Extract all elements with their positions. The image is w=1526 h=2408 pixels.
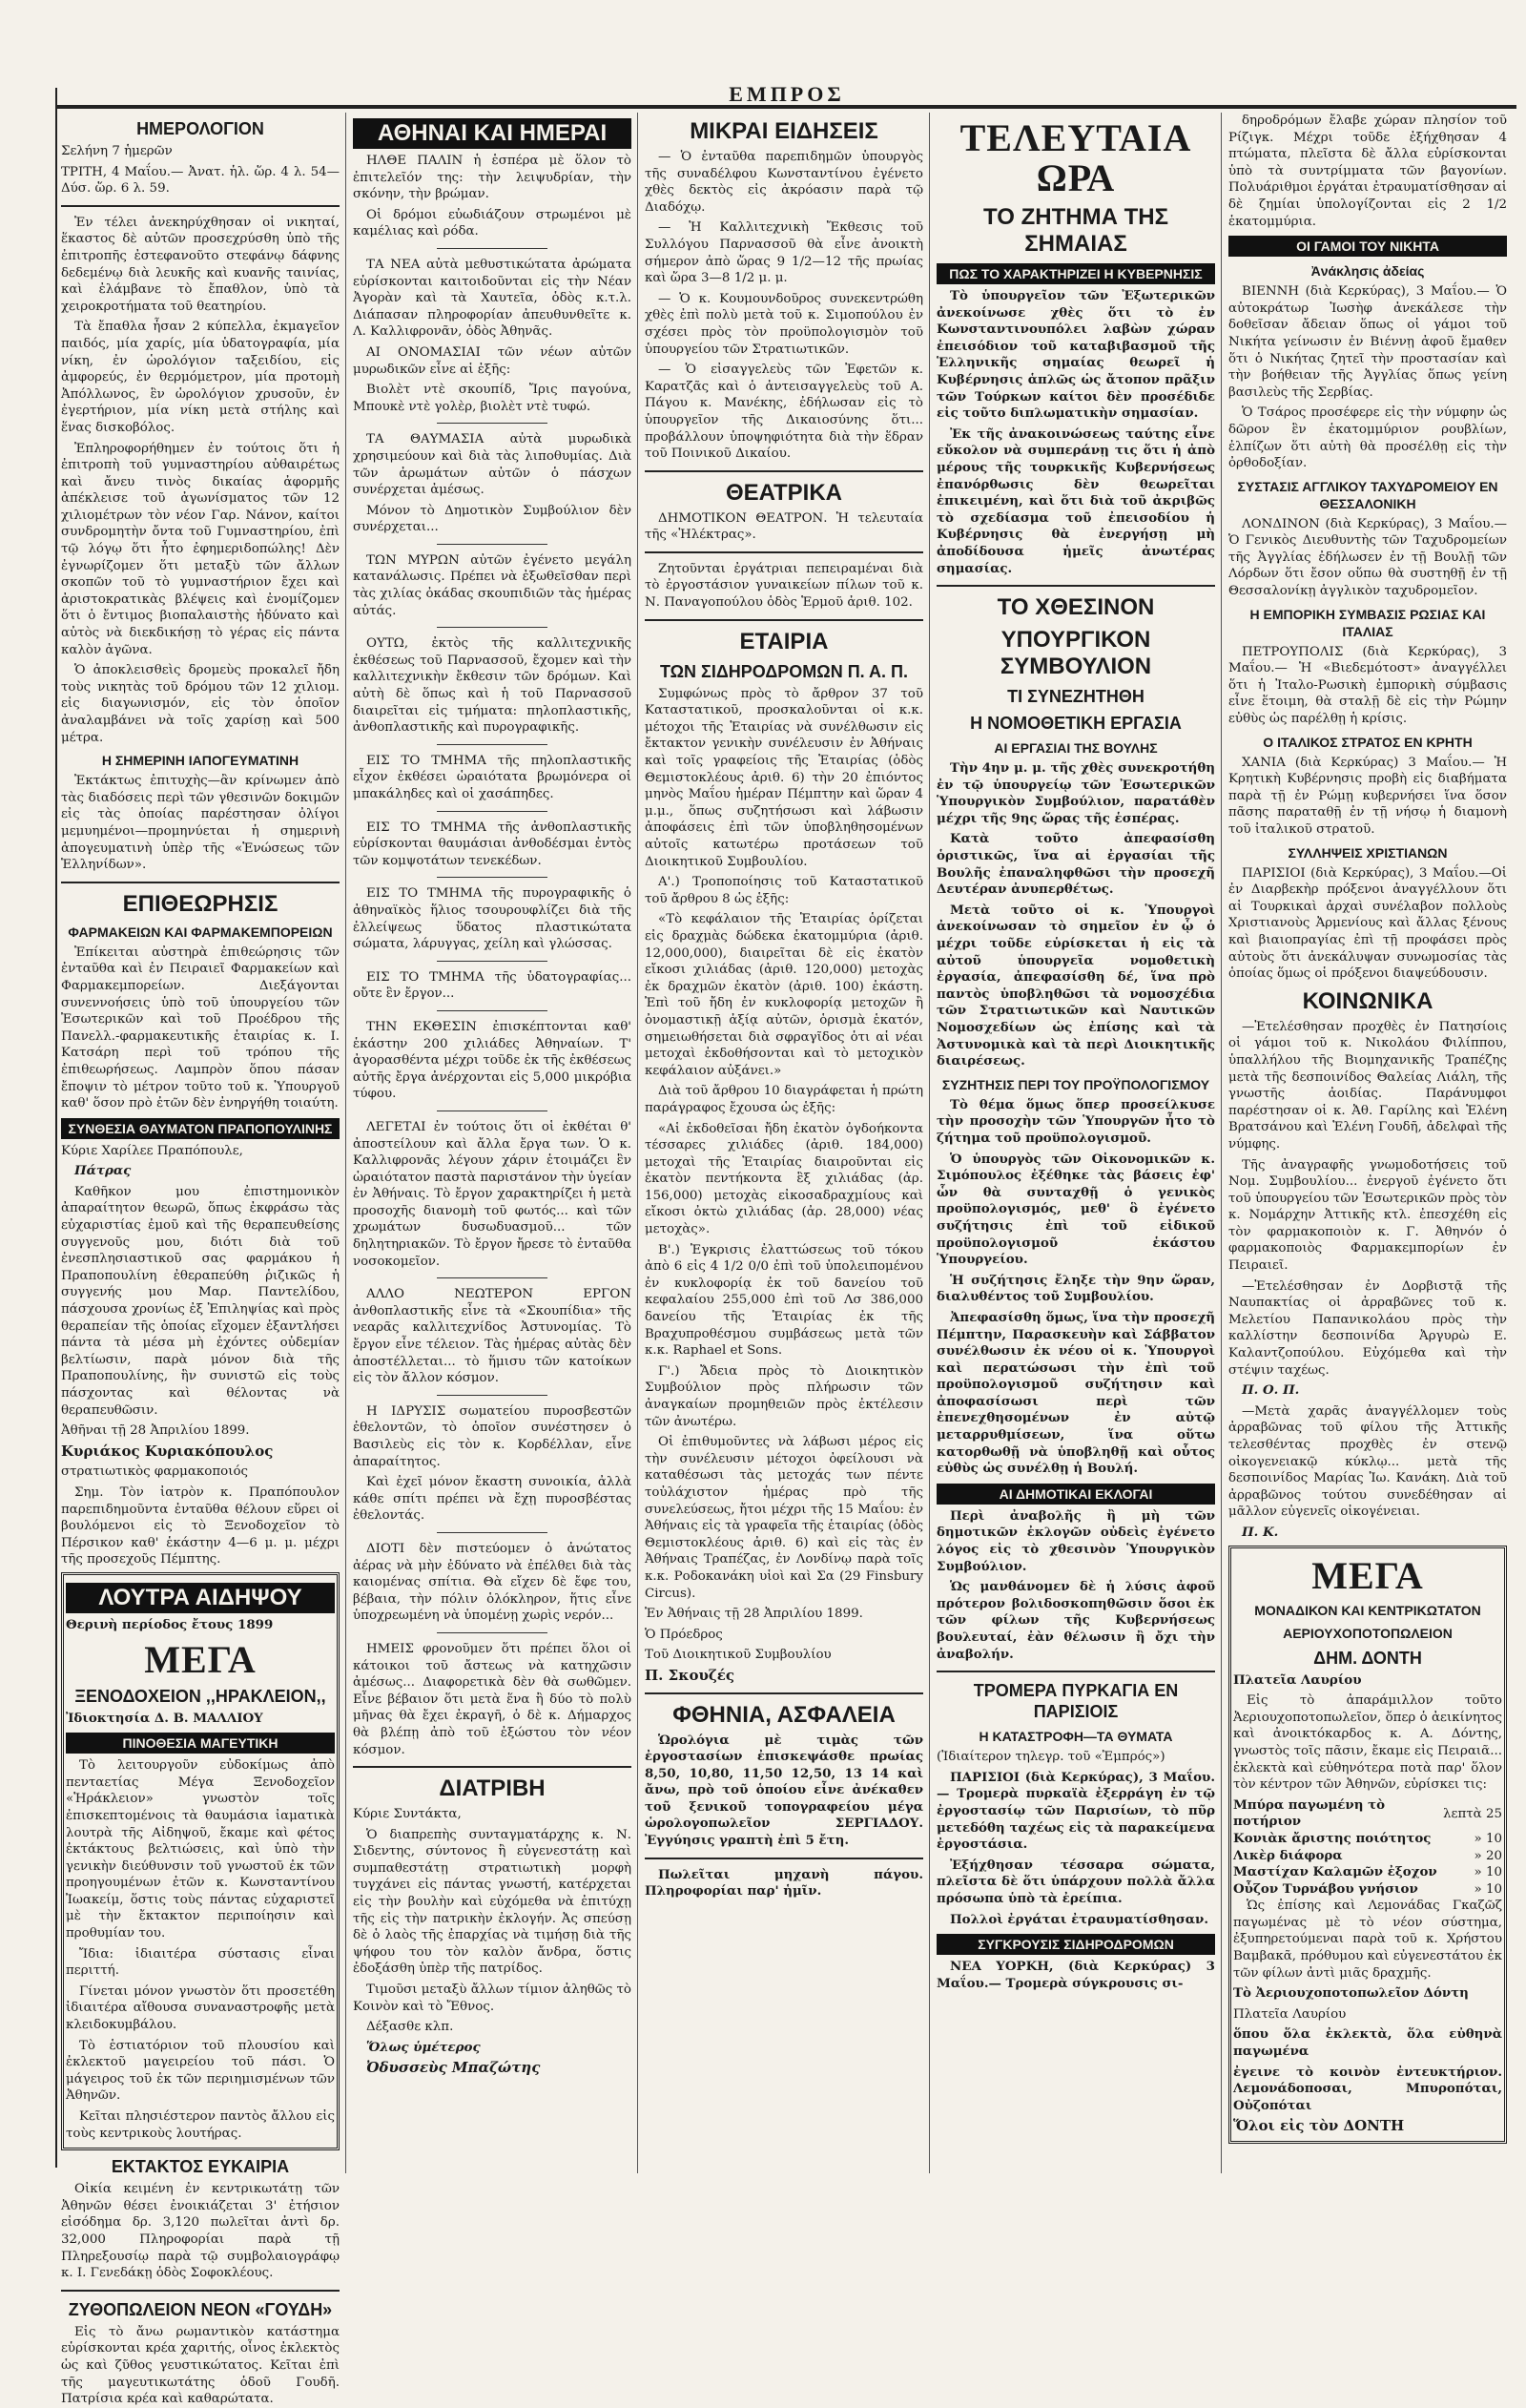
article-paragraph: Τὰ ἔπαθλα ἦσαν 2 κύπελλα, ἐκμαγεῖον παιδός, μία χαρίς, μία ὑδατογραφία, μία νίκη, ἐν ὡρολόγιον ταξειδίου, εἰς ἀμφορεύς, ἐν θερμόμετρον, μία προτομὴ Ἀπόλλωνος, ἓν ὡρολόγιον χρυσοῦν, ἐν ἐγερτήριον, μία νίκη μετὰ στήλης καὶ ἕνας δισκοβόλος.	[61, 320, 340, 435]
article-paragraph: ΛΕΓΕΤΑΙ ἐν τούτοις ὅτι οἱ ἐκθέται θ' ἀποστείλουν καὶ ἄλλα ἔργα των. Ὁ κ. Καλλιφρονᾶς λέγουν χάριν ἑτοιμάζει ἓν ὡραιότατον παστὰ παριστάνον τὴν ὑγείαν ἐν Ἀθήναις. Τὸ ἔργον χαρακτηρίζει ἡ μετὰ προσοχῆς διανομὴ τοῦ φωτός... καὶ τῶν χρωμάτων δυσωδυασμοῦ... τῶν δηλητηριακῶν. Τὸ ἔργον ἤρεσε τὸ ἐνταῦθα νοσοκομεῖον.	[353, 1119, 631, 1269]
article-paragraph: ΗΛΘΕ ΠΑΛΙΝ ἡ ἑσπέρα μὲ ὅλον τὸ ἐπιτελεῖόν της: τὴν λειψυδρίαν, τὴν σκόνην, τὴν βρώμαν.	[353, 154, 631, 202]
article-paragraph: ΔΙΟΤΙ δὲν πιστεύομεν ὁ ἀνώτατος ἀέρας νὰ μὴν ἐδύνατο νὰ ἐπέλθει διὰ τὰς καιομένας σπίτια. Θὰ εἴχεν δὲ ἔφε του, βέβαια, τὴν πόλιν ὁλόκληρον, ἥτις εἶνε ὑποχρεωμένη νὰ ὑπομένῃ χωρὶς νερόν...	[353, 1541, 631, 1624]
notice-date: Ἐν Ἀθήναις τῇ 28 Ἀπριλίου 1899.	[645, 1607, 863, 1622]
ad-name: ΔΗΜ. ΔΟΝΤΗ	[1313, 1648, 1422, 1668]
article-paragraph: ΒΙΕΝΝΗ (διὰ Κερκύρας), 3 Μαΐου.— Ὁ αὐτοκράτωρ Ἰωσὴφ ἀνεκάλεσε τὴν δοθεῖσαν ἄδειαν ὅπως οἱ γάμοι τοῦ Νικήτα γείνωσιν ἐν Βιέννῃ ἀφοῦ ἔμαθεν ὅτι ὁ Νικήτας ζητεῖ τὴν προστασίαν καὶ τὴν βοήθειαν τῆς Ἀγγλίας ὅπως γείνη βασιλεὺς τῆς Σερβίας.	[1228, 284, 1507, 400]
article-paragraph: Ὁ διαπρεπὴς συνταγματάρχης κ. Ν. Σιδεντης, σύντονος ἢ εὐγενεστάτῃ καὶ συμπαθεστάτῃ στρατιωτικὴ μορφὴ τυγχάνει εἰς πάντας γνωστή, κατέρχεται εἰς τὴν βουλὴν καὶ εὐχόμεθα νὰ ἐπιτύχῃ τῆς εἰς τὴν πατρικὴν ἐκλογήν. Ἀς σπεύσῃ δὲ ὁ λαὸς τῆς ἐπαρχίας νὰ τιμήσῃ διὰ τῆς ψήφου του τὸν καλὸν ἄνδρα, ὅστις ἐδοξάσθη ὑπὲρ τῆς πατρίδος.	[353, 1827, 631, 1977]
headline: ΖΥΘΟΠΩΛΕΙΟΝ ΝΕΟΝ «ΓΟΥΔΗ»	[68, 2299, 333, 2319]
article-paragraph: Β'.) Ἐγκρισις ἐλαττώσεως τοῦ τόκου ἀπὸ 6 εἰς 4 1/2 0/0 ἐπὶ τοῦ ὑπολειπομένου ἐν κυκλοφορίᾳ ἐκ τοῦ δανείου τοῦ κεφαλαίου 255,000 ἐπὶ τοῦ Λσ 386,000 δανείου τῆς Ἑταιρίας ἐκ τῆς Βραχυπροθέσμου συμβάσεως μετὰ τῶν κ.κ. Raphael et Sons.	[645, 1242, 923, 1359]
letter-closing: Ὅλως ὑμέτερος	[366, 2039, 481, 2055]
dateline: (Ἰδιαίτερον τηλεγρ. τοῦ «Ἐμπρός»)	[937, 1750, 1165, 1765]
letter-salutation: Κύριε Χαρίλεε Πραπόπουλε,	[61, 1143, 243, 1158]
signature: Π. Κ.	[1242, 1524, 1279, 1540]
subheadline: ΣΥΓΚΡΟΥΣΙΣ ΣΙΔΗΡΟΔΡΟΜΩΝ	[937, 1934, 1215, 1955]
ad-text: Κεῖται πλησιέστερον παντὸς ἄλλου εἰς τοὺς κεντρικοὺς λουτήρας.	[66, 2109, 335, 2141]
classified-text: Οἰκία κειμένη ἐν κεντρικωτάτῃ τῶν Ἀθηνῶν θέσει ἐνοικιάζεται 3' ἐτήσιον εἰσόδημα δρ. 3,120 πωλεῖται ἀντὶ δρ. 32,000 Πληροφορίαι παρὰ τῇ Πληρεξουσίῳ παρὰ τῷ συμβολαιογράφῳ κ. Ι. Γενεδάκῃ ὁδὸς Σοφοκλέους.	[61, 2182, 340, 2281]
masthead-rule	[57, 105, 1516, 109]
letter-date: Ἀθῆναι τῇ 28 Ἀπριλίου 1899.	[61, 1423, 250, 1439]
classified-text: Πωλεῖται μηχανὴ πάγου. Πληροφορίαι παρ' ἡμῖν.	[645, 1866, 923, 1899]
headline: ΦΘΗΝΙΑ, ΑΣΦΑΛΕΙΑ	[672, 1701, 896, 1728]
headline: ΤΡΟΜΕΡΑ ΠΥΡΚΑΓΙΑ ΕΝ ΠΑΡΙΣΙΟΙΣ	[973, 1681, 1179, 1722]
notice-signature: Π. Σκουζές	[645, 1666, 735, 1684]
left-page-rule	[55, 88, 57, 2168]
divider	[437, 1010, 548, 1011]
article-paragraph: Ὡς μανθάνομεν δὲ ἡ λύσις ἀφοῦ πρότερον βολιδοσκοπηθῶσιν ὅσοι ἐκ τῶν φίλων τῆς Κυβερνήσεως βουλευταί, ἐὰν θέλωσιν ἢ ὄχι τὴν ἀναβολήν.	[937, 1579, 1215, 1662]
article-paragraph: ΝΕΑ ΥΟΡΚΗ, (διὰ Κερκύρας) 3 Μαΐου.— Τρομερὰ σύγκρουσις σι-	[937, 1959, 1215, 1991]
article-paragraph: Τὸ θέμα ὅμως ὅπερ προσείλκυσε τὴν προσοχὴν τῶν Ὑπουργῶν ἦτο τὸ ζήτημα τοῦ προϋπολογισμοῦ.	[937, 1096, 1215, 1146]
price-item-name: Μαστίχαν Καλαμῶν ἐξοχον	[1233, 1864, 1437, 1880]
article-paragraph: Η ΙΔΡΥΣΙΣ σωματείου πυροσβεστῶν ἐθελοντῶν, τὸ ὁποῖον συνέστησεν ὁ Βασιλεὺς εἰς τὸν κ. Κορδέλλαν, εἶνε ἀπαραίτητος.	[353, 1403, 631, 1469]
article-paragraph: Μετὰ τοῦτο οἱ κ. Ὑπουργοὶ ἀνεκοίνωσαν τὸ σημεῖον ἐν ᾧ ὁ μέχρι τοῦδε εὑρίσκεται ἡ εἰς τὰ αὐτοῦ ὑπουργεῖα νομοθετικὴ ἐργασία, ἀπεφασίσθη δέ, ἵνα πρὸ παντὸς ὑποβληθῶσι τὰ νομοσχέδια τῶν Στρατιωτικῶν καὶ Ναυτικῶν Νομοσχεδίων ὡς ἐπίσης καὶ τὰ Ἀστυνομικὰ καὶ τὰ περὶ Διοικητικῆς διαιρέσεως.	[937, 902, 1215, 1069]
article-paragraph: ΑΙ ΟΝΟΜΑΣΙΑΙ τῶν νέων αὐτῶν μυρωδικῶν εἶνε αἱ ἐξῆς:	[353, 344, 631, 377]
news-item: — Ὁ κ. Κουμουνδοῦρος συνεκεντρώθη χθὲς ἐπὶ πολὺ μετὰ τοῦ κ. Σιμοπούλου ἐν σχέσει πρὸς τὸν προϋπολογισμὸν τοῦ ὑπουργείου τῶν Στρατιωτικῶν.	[645, 291, 923, 357]
ad-headline: ΜΕΓΑ	[1311, 1553, 1424, 1597]
ad-owner: Ἰδιοκτησία Δ. Β. ΜΑΛΛΙΟΥ	[66, 1710, 263, 1726]
article-paragraph: Κατὰ τοῦτο ἀπεφασίσθη ὁριστικῶς, ἵνα αἱ ἐργασίαι τῆς Βουλῆς ἐπαναληφθῶσι τὴν προσεχῆ Δευτέραν ἀνυπερθέτως.	[937, 831, 1215, 898]
subheadline: ΠΩΣ ΤΟ ΧΑΡΑΚΤΗΡΙΖΕΙ Η ΚΥΒΕΡΝΗΣΙΣ	[937, 263, 1215, 284]
article-paragraph: Τιμοῦσι μεταξὺ ἄλλων τίμιον ἀληθῶς τὸ Κοινὸν καὶ τὸ Ἔθνος.	[353, 1982, 631, 2014]
ad-place: Πλατεῖα Λαυρίου	[1233, 1671, 1362, 1688]
divider	[437, 1532, 548, 1533]
article-paragraph: Δέξασθε κλπ.	[366, 2020, 454, 2035]
article-paragraph: Μόνον τὸ Δημοτικὸν Συμβούλιον δὲν συνέρχεται...	[353, 503, 631, 535]
price-list	[1233, 1797, 1502, 1899]
letter-signature-title: στρατιωτικὸς φαρμακοποιός	[61, 1464, 249, 1480]
calendar-moon: Σελήνη 7 ἡμερῶν	[61, 144, 173, 158]
article-paragraph: ΗΜΕΙΣ φρονοῦμεν ὅτι πρέπει ὅλοι οἱ κάτοικοι τοῦ ἄστεως νὰ κατηχῶσιν ἀμέσως... Διαφορετικὰ δὲν θὰ σωθῶμεν. Εἶνε βέβαιον ὅτι μετὰ ἕνα ἢ δύο τὸ πολὺ μῆνας θὰ ἔχει ἐκραγῆ, ὁ δὲ κ. Δήμαρχος θὰ βλέπῃ ἀπὸ τοῦ ἐξώστου τὸν νέον κόσμον.	[353, 1641, 631, 1757]
letter-signature: Ὀδυσσεὺς Μπαζώτης	[366, 2059, 541, 2077]
article-paragraph: Α'.) Τροποποίησις τοῦ Καταστατικοῦ τοῦ ἄρθρου 8 ὡς ἑξῆς:	[645, 875, 923, 906]
divider	[437, 811, 548, 812]
divider	[437, 1395, 548, 1396]
subheadline: ΑΙ ΕΡΓΑΣΙΑΙ ΤΗΣ ΒΟΥΛΗΣ	[994, 740, 1158, 757]
article-paragraph: ΠΕΤΡΟΥΠΟΛΙΣ (διὰ Κερκύρας), 3 Μαΐου.— Ἡ «Βιεδεμότοστ» ἀναγγέλλει ὅτι ἡ Ἰταλο-Ρωσικὴ ἐμπορικὴ σύμβασις εἶνε ἕτοιμη, θὰ σταλῇ δὲ εἰς τὴν Ρώμην εὐθὺς ὡς παρέλθῃ ἡ κρίσις.	[1228, 644, 1507, 727]
article-paragraph: ΕΙΣ ΤΟ ΤΜΗΜΑ τῆς ἀνθοπλαστικῆς εὑρίσκονται θαυμάσιαι ἀνθοδέσμαι ἐντὸς τῶν κομψοτάτων τενεκέδων.	[353, 820, 631, 868]
divider	[645, 619, 923, 621]
price-row	[1233, 1881, 1502, 1899]
headline: ΣΥΝΘΕΣΙΑ ΘΑΥΜΑΤΟΝ ΠΡΑΠΟΠΟΥΛΙΝΗΣ	[61, 1118, 340, 1139]
ad-title: ΜΟΝΑΔΙΚΟΝ ΚΑΙ ΚΕΝΤΡΙΚΩΤΑΤΟΝ	[1254, 1602, 1481, 1618]
divider	[61, 2290, 340, 2292]
ad-text: Τὸ λειτουργοῦν εὐδοκίμως ἀπὸ πενταετίας Μέγα Ξενοδοχεῖον «Ἡράκλειον» γνωστὸν τοῖς ἐπισκεπτομένοις τὰ θαυμάσια ἰαματικὰ λουτρὰ τῆς Αἰδηψοῦ, ἔκαμε καὶ φέτος ἐκτάκτους βελτιώσεις, καὶ ὑπὸ τὴν γενικὴν διεύθυνσιν τοῦ γνωστοῦ ἐκ τῶν προηγουμένων ἐτῶν κ. Κωνσταντίνου Ἰωακείμ, ὅστις τοὺς πάντας εὐχαριστεῖ μὲ τὴν ἔκτακτον περιποίησιν καὶ προθυμίαν του.	[66, 1758, 335, 1941]
price-item-value: » 10	[1474, 1865, 1502, 1880]
subheadline: ΤΙ ΣΥΝΕΖΗΤΗΘΗ	[1007, 687, 1144, 707]
ad-subtitle: Θερινὴ περίοδος ἔτους 1899	[66, 1616, 274, 1632]
section-title: ΜΙΚΡΑΙ ΕΙΔΗΣΕΙΣ	[690, 118, 878, 144]
article-paragraph: Ὁ ὑπουργὸς τῶν Οἰκονομικῶν κ. Σιμόπουλος ἐξέθηκε τὰς βάσεις ἐφ' ὧν θὰ συνταχθῇ ὁ γενικὸς προϋπολογισμός, μεθ' ὃ ἐγένετο συζήτησις ἐπὶ τοῦ εἰδικοῦ προϋπολογισμοῦ ἑκάστου Ὑπουργείου.	[937, 1151, 1215, 1268]
ad-text: Ἴδια: ἰδιαιτέρα σύστασις εἶναι περιττή.	[66, 1946, 335, 1979]
classified-text: Εἰς τὸ ἄνω ρωμαντικὸν κατάστημα εὑρίσκονται κρέα χαριτής, οἶνος ἐκλεκτὸς ὡς καὶ ζῦθος γευστικώτατος. Κεῖται ἐπὶ τῆς μαγευτικωτάτης ὁδοῦ Γουδῆ. Πατρίσια κρέα καὶ καθαρώτατα.	[61, 2324, 340, 2407]
subheadline: Ἀνάκλησις ἀδείας	[1310, 263, 1425, 280]
article-paragraph: Οἱ δρόμοι εὐωδιάζουν στρωμένοι μὲ καμέλιας καὶ ρόδα.	[353, 207, 631, 239]
column-5	[1228, 113, 1507, 2173]
article-paragraph: ΕΙΣ ΤΟ ΤΜΗΜΑ τῆς πηλοπλαστικῆς εἶχον ἐκθέσει ὡραιότατα βρωμόνερα οἱ μπακάληδες καὶ οἱ χασάπηδες.	[353, 753, 631, 801]
headline: ΕΚΤΑΚΤΟΣ ΕΥΚΑΙΡΙΑ	[111, 2157, 290, 2177]
column-divider	[345, 113, 346, 2173]
divider	[437, 877, 548, 878]
article-paragraph: Ἐκτάκτως ἐπιτυχὴς—ἂν κρίνωμεν ἀπὸ τὰς διαδόσεις περὶ τῶν γθεσινῶν δοκιμῶν εἰς τὰς ὁποίας παρέστησαν ὀλίγοι μεμυημένοι—προμηνύεται ἡ σημερινὴ ἀπογευματινὴ ὑπὲρ τῆς «Ἑνώσεως τῶν Ἑλληνίδων».	[61, 774, 340, 873]
article-paragraph: «Τὸ κεφάλαιον τῆς Ἑταιρίας ὁρίζεται εἰς δραχμὰς δώδεκα ἑκατομμύρια (ἀριθ. 12,000,000), διαιρεῖται δὲ εἰς ἑκατὸν εἴκοσι χιλιάδας (ἀριθ. 120,000) μετοχὰς ἐκ δραχμῶν ἑκατὸν (ἀριθ. 100) ἑκάστη. Ἐπὶ τοῦ ἤδη ἐν κυκλοφορίᾳ μετοχῶν ἢ ὀνομαστικῇ ἀξίᾳ αὐτῶν, ὁρισμὰ ἑκατόν, σημειωθήσεται διὰ σφραγῖδος ὁτι αἱ νέαι μετοχαὶ ἐκδοθήσονται καὶ τὸ μετοχικὸν κεφάλαιον αὐξάνει.»	[645, 912, 923, 1078]
article-paragraph: ΔΗΜΟΤΙΚΟΝ ΘΕΑΤΡΟΝ. Ἡ τελευταία τῆς «Ἠλέκτρας».	[645, 510, 923, 543]
divider	[437, 1277, 548, 1278]
article-paragraph: Συμφώνως πρὸς τὸ ἄρθρον 37 τοῦ Καταστατικοῦ, προσκαλοῦνται οἱ κ.κ. μέτοχοι τῆς Ἑταιρίας νὰ συνέλθωσιν εἰς ἔκτακτον γενικὴν συνέλευσιν ἐν Ἀθήναις καὶ τοῖς γραφείοις τῆς Ἑταιρίας (ὁδὸς Θεμιστοκλέους ἀριθ. 6) τὴν 20 ἐπιόντος μηνὸς Μαΐου ἡμέραν Πέμπτην καὶ ὥραν 4 μ.μ., ὅπως συζητήσωσι καὶ λάβωσιν ἀποφάσεις ἐπὶ τῶν ὑποβληθησομένων αὐτοῖς κατωτέρω προτάσεων τοῦ Διοικητικοῦ Συμβουλίου.	[645, 686, 923, 869]
section-title: ΚΟΙΝΩΝΙΚΑ	[1302, 987, 1433, 1014]
article-paragraph: Διὰ τοῦ ἄρθρου 10 διαγράφεται ἡ πρώτη παράγραφος ἔχουσα ὡς ἑξῆς:	[645, 1084, 923, 1115]
divider	[437, 961, 548, 962]
ad-text: Εἰς τὸ ἀπαράμιλλον τοῦτο Ἀεριουχοποτοπωλεῖον, ὅπερ ὁ ἀεικίνητος καὶ ἀνοικτόκαρδος κ. Α. Δόντης, γνωστὸς τοῖς πᾶσιν, ἔκαμε εἰς Πειραιᾶ... ἐκλεκτὰ καὶ εὐθηνότερα ποτὰ παρ' ὅλον τὸν κέντρον τῶν Ἀθηνῶν, εὑρίσκει τις:	[1233, 1693, 1502, 1793]
headline: ΟΙ ΓΑΜΟΙ ΤΟΥ ΝΙΚΗΤΑ	[1228, 236, 1507, 257]
article-paragraph: Ἐπίκειται αὐστηρὰ ἐπιθεώρησις τῶν ἐνταῦθα καὶ ἐν Πειραιεῖ Φαρμακείων καὶ Φαρμακεμπορείων. Διεξάγονται συνεννοήσεις ὑπὸ τοῦ ὑπουργείου τῶν Ἐσωτερικῶν καὶ τοῦ Προέδρου τῆς Πανελλ.-φαρμακευτικῆς ἑταιρίας κ. Ι. Κατσάρη περὶ τοῦ τρόπου τῆς ἐπιθεωρήσεως. Λαμπρὸν ὅπου πάσαν ἔποψιν τὸ μέτρον τοῦτο τοῦ κ. Ὑπουργοῦ καθ' ὅσον πρὸ ἐτῶν δὲν ἐνηργήθη τοιαύτη.	[61, 945, 340, 1111]
article-paragraph: Ὁ Τσάρος προσέφερε εἰς τὴν νύμφην ὡς δῶρον ἓν ἑκατομμύριον ρουβλίων, ἐλπίζων ὅτι αὐτὴ θὰ προσέλθῃ εἰς τὴν ὀρθοδοξίαν.	[1228, 405, 1507, 471]
price-item-name: Οὖζον Τυρνάβου γνήσιον	[1233, 1880, 1418, 1897]
notice-signatory-role: Τοῦ Διοικητικοῦ Συμβουλίου	[645, 1648, 832, 1663]
article-paragraph: Σημ. Τὸν ἰατρὸν κ. Πραπόπουλον παρεπιδημοῦντα ἐνταῦθα θέλουν εὕρει οἱ βουλόμενοι εἰς τὸ Ξενοδοχεῖον τὸ Πέρσικον καθ' ἑκάστην 4—6 μ. μ. μέχρι τῆς προσεχοῦς Πέμπτης.	[61, 1484, 340, 1567]
article-paragraph: Καὶ ἐχεῖ μόνον ἔκαστη συνοικία, ἀλλὰ κάθε σπίτι πρέπει νὰ ἔχῃ πυροσβέστας ἐθελοντάς.	[353, 1475, 631, 1524]
price-item-name: Κονιὰκ ἄριστης ποιότητος	[1233, 1830, 1432, 1846]
price-row	[1233, 1797, 1502, 1831]
headline: ΥΠΟΥΡΓΙΚΟΝ ΣΥΜΒΟΥΛΙΟΝ	[1000, 627, 1152, 680]
article-paragraph: Ὁ ἀποκλεισθεὶς δρομεὺς προκαλεῖ ἤδη τοὺς νικητὰς τοῦ δρόμου τῶν 12 χιλιομ. εἰς διαγωνισμόν, εἰς τὸν ὁποῖον ἀναλαμβάνει νὰ τοῖς χαρίσῃ καὶ 500 μέτρα.	[61, 663, 340, 745]
section-title: ΑΘΗΝΑΙ ΚΑΙ ΗΜΕΡΑΙ	[353, 118, 631, 149]
article-paragraph: Γ'.) Ἄδεια πρὸς τὸ Διοικητικὸν Συμβούλιον πρὸς πλήρωσιν τῶν ἀναγκαίων προμηθειῶν πρὸς ἐκτέλεσιν τῶν ἀνωτέρω.	[645, 1363, 923, 1429]
ad-text: ὅπου ὅλα ἐκλεκτὰ, ὅλα εὐθηνὰ παγωμένα	[1233, 2026, 1502, 2060]
ad-text: Τὸ ἑστιατόριον τοῦ πλουσίου καὶ ἐκλεκτοῦ μαγειρείου τοῦ πάσι. Ὁ μάγειρος τοῦ ἐκ τῶν περιημισμένων τῶν Ἀθηνῶν.	[66, 2038, 335, 2104]
ad-text: Γίνεται μόνον γνωστὸν ὅτι προσετέθη ἰδιαιτέρα αἴθουσα συναναστροφῆς μετὰ κλειδοκυμβάλου.	[66, 1983, 335, 2033]
subheadline: Η ΝΟΜΟΘΕΤΙΚΗ ΕΡΓΑΣΙΑ	[970, 714, 1182, 734]
ad-text: ἐγεινε τὸ κοινὸν ἐντευκτήριον. Λεμονάδοποσαι, Μπυροπόται, Οὐζοπόται	[1233, 2064, 1502, 2113]
calendar-title: ΗΜΕΡΟΛΟΓΙΟΝ	[136, 119, 264, 138]
letter-place: Πάτρας	[74, 1163, 132, 1179]
subheadline: Η ΚΑΤΑΣΤΡΟΦΗ—ΤΑ ΘΥΜΑΤΑ	[979, 1729, 1173, 1745]
column-1	[61, 113, 340, 2407]
divider	[437, 1632, 548, 1633]
divider	[645, 551, 923, 553]
article-paragraph: ΑΛΛΟ ΝΕΩΤΕΡΟΝ ΕΡΓΟΝ ἀνθοπλαστικῆς εἶνε τὰ «Σκουπίδια» τῆς νεαρᾶς καλλιτεχνίδος Ἀστυνομίας. Τὸ ἔργον εἶνε τέλειον. Τὰς ἡμέρας αὐτὰς δὲν ἀποστέλλεται... τὸ ἥμισυ τῶν κατοίκων εἰς τὸν ἄλλον κόσμον.	[353, 1287, 631, 1386]
divider	[645, 1858, 923, 1859]
article-paragraph: —Ἐτελέσθησαν προχθὲς ἐν Πατησίοις οἱ γάμοι τοῦ κ. Νικολάου Φιλίππου, ὑπαλλήλου τῆς Βιομηχανικῆς Τραπέζης μετὰ τῆς δεσποινίδος Θαλείας Λιάλη, τῆς γνωστῆς ἀοιδίας. Παράνυμφοι παρέστησαν οἱ κ. Ἀθ. Γαρίλης καὶ Ἑλένη Βρατσάνου καὶ Ἑλένη Γουδῆ, ἀδελφαὶ τῆς νύμφης.	[1228, 1019, 1507, 1152]
advertisement	[61, 1572, 340, 2150]
price-row	[1233, 1831, 1502, 1848]
price-row	[1233, 1848, 1502, 1865]
notice-signatory-role: Ὁ Πρόεδρος	[645, 1627, 723, 1642]
column-divider	[637, 113, 638, 2173]
article-paragraph: Ἐν τέλει ἀνεκηρύχθησαν οἱ νικηταί, ἕκαστος δὲ αὐτῶν προσεχρύσθη ὑπὸ τῆς ἐπιτροπῆς ἐστεφανοῦτο στεφάνῳ δάφνης δεδεμένῳ διὰ λευκῆς καὶ κυανῆς ταινίας, καὶ ἐλάμβανε τὸ ἔπαθλον, ὑπὸ τὰ χειροκροτήματα τοῦ θεατηρίου.	[61, 215, 340, 314]
masthead: ΕΜΠΡΟΣ	[729, 82, 845, 106]
subheadline: ΑΙ ΔΗΜΟΤΙΚΑΙ ΕΚΛΟΓΑΙ	[937, 1484, 1215, 1505]
article-paragraph: ΕΙΣ ΤΟ ΤΜΗΜΑ τῆς πυρογραφικῆς ὁ ἀθηναϊκὸς ἥλιος τσουρουφλίζει διὰ τῆς ἐλλείψεως ὕδατος πλαστικώτατα σώματα, λάρυγγας, χείλη καὶ γλώσσας.	[353, 886, 631, 952]
article-paragraph: Καθῆκον μου ἐπιστημονικὸν ἀπαραίτητον θεωρῶ, ὅπως ἐκφράσω τὰς εὐχαριστίας ἐμοῦ καὶ τῆς θεραπευθείσης συγγενοῦς μου, διότι διὰ τοῦ ἐνεσπλησιαστικοῦ σας φαρμάκου ἡ Πραποπουλίνη ἐθεραπεύθη ῥιζικῶς ἡ συγγενής μου Μαρ. Παντελίδου, πάσχουσα χρονίως ἐξ Ἐπιληψίας καὶ πρὸς θεραπείαν τῆς ὁποίας εἴχομεν ἐξαντλήσει πάντα τὰ μέσα μὴ ἐχόντες οὐδεμίαν βελτίωσιν, παρὰ μόνον διὰ τῆς Πραποπουλίνης, ἣν συνιστῶ εἰς τοὺς πάσχοντας καὶ θέλοντας νὰ θεραπευθῶσιν.	[61, 1184, 340, 1418]
ad-title: ΛΟΥΤΡΑ ΑΙΔΗΨΟΥ	[66, 1583, 335, 1613]
price-item-value: λεπτὰ 25	[1443, 1806, 1502, 1821]
article-paragraph: ΕΙΣ ΤΟ ΤΜΗΜΑ τῆς ὑδατογραφίας... οὔτε ἓν ἔργον...	[353, 969, 631, 1002]
headline: Η ΕΜΠΟΡΙΚΗ ΣΥΜΒΑΣΙΣ ΡΩΣΙΑΣ ΚΑΙ ΙΤΑΛΙΑΣ	[1249, 606, 1486, 639]
column-divider	[1221, 113, 1222, 2173]
price-item-name: Μπύρα παγωμένη τὸ ποτήριον	[1233, 1796, 1386, 1830]
advertisement	[1228, 1546, 1507, 2144]
section-title: ΤΕΛΕΥΤΑΙΑ ΩΡΑ	[959, 116, 1192, 199]
article-paragraph: Βιολὲτ ντὲ σκουπίδ, Ἴρις παγούνα, Μπουκὲ ντὲ γολὲρ, βιολὲτ ντὲ τυφώ.	[353, 383, 631, 414]
headline: ΕΠΙΘΕΩΡΗΣΙΣ	[122, 890, 278, 917]
signature: Π. Ο. Π.	[1242, 1382, 1300, 1399]
article-paragraph: —Μετὰ χαρᾶς ἀναγγέλλομεν τοὺς ἀρραβῶνας τοῦ φίλου τῆς Ἀττικῆς τελεσθέντας προχθὲς ἐν στενῷ οἰκογενειακῷ κύκλῳ... μετὰ τῆς δεσποινίδος Μαρίας Ἰω. Κανάκη. Διὰ τοῦ ἀρραβῶνος τούτου συνεδέθησαν αἱ μᾶλλον εὐγενεῖς οἰκογένειαι.	[1228, 1403, 1507, 1520]
column-4	[937, 113, 1215, 2173]
ad-subheadline: ΠΙΝΟΘΕΣΙΑ ΜΑΓΕΥΤΙΚΗ	[66, 1733, 335, 1754]
article-paragraph: Οἱ ἐπιθυμοῦντες νὰ λάβωσι μέρος εἰς τὴν συνέλευσιν μέτοχοι ὀφείλουσι νὰ καταθέσωσι τὰς μετοχάς των πέντε τοὐλάχιστον ἡμέρας πρὸ τῆς συνελεύσεως, ἤτοι μέχρι τῆς 15 Μαΐου: ἐν Ἀθήναις εἰς τὰ γραφεῖα τῆς ἑταιρίας (ὁδὸς Θεμιστοκλέους ἀριθ. 6) καὶ εἰς τὰς ἐν Ἀθήναις Τραπέζας, ἐν Λονδίνῳ παρὰ τοῖς κ.κ. Ροδοκανάκη υἱοὶ καὶ Σα (29 Finsbury Circus).	[645, 1435, 923, 1601]
headline: Η ΣΗΜΕΡΙΝΗ ΙΑΠΟΓΕΥΜΑΤΙΝΗ	[101, 753, 299, 769]
article-paragraph: ΤΑ ΝΕΑ αὐτὰ μεθυστικώτατα ἀρώματα εὑρίσκονται καιτοιδοῦνται εἰς τὴν Νέαν Ἀγορὰν καὶ τὰ Χαυτεῖα, ὁδὸς κ.τ.λ. Διάπασαν πληροφορίαν ἀπευθυνθεῖτε κ. Λ. Καλλιφρονᾶν, ὁδὸς Ἀθηνᾶς.	[353, 257, 631, 340]
price-item-value: » 20	[1474, 1848, 1502, 1863]
news-item: — Ὁ εἰσαγγελεὺς τῶν Ἐφετῶν κ. Καρατζᾶς καὶ ὁ ἀντεισαγγελεὺς τοῦ Α. Πάγου κ. Μανέκης, ἐδήλωσαν εἰς τὸ ὑπουργεῖον τῆς Δικαιοσύνης ὅτι... προβάλλουν ὑποψηφιότητα διὰ τὴν ἕδραν τοῦ Ποινικοῦ Δικαίου.	[645, 363, 923, 462]
headline: ΣΥΣΤΑΣΙΣ ΑΓΓΛΙΚΟΥ ΤΑΧΥΔΡΟΜΕΙΟΥ ΕΝ ΘΕΣΣΑΛΟΝΙΚΗ	[1237, 478, 1498, 511]
ad-text: Πλατεῖα Λαυρίου	[1233, 2006, 1347, 2022]
article-paragraph: Περὶ ἀναβολῆς ἢ μὴ τῶν δημοτικῶν ἐκλογῶν οὐδεὶς ἐγένετο λόγος εἰς τὸ χθεσινὸν Ὑπουργικὸν Συμβούλιον.	[937, 1507, 1215, 1574]
article-paragraph: —Ἐτελέσθησαν ἐν Δορβιστᾷ τῆς Ναυπακτίας οἱ ἀρραβῶνες τοῦ κ. Μελετίου Παπανικολάου πρὸς τὴν καλλίστην δεσποινίδα Ἀργυρὼ Ε. Καλαντζοπούλου. Εὐχόμεθα καὶ τὴν στέψιν ταχέως.	[1228, 1278, 1507, 1378]
ad-hotel-name: ΞΕΝΟΔΟΧΕΙΟΝ ,,ΗΡΑΚΛΕΙΟΝ,,	[74, 1686, 326, 1706]
article-paragraph: «Αἱ ἐκδοθεῖσαι ἤδη ἐκατὸν ὀγδοήκοντα τέσσαρες χιλιάδες (ἀριθ. 184,000) μετοχαὶ τῆς Ἑταιρίας διαιροῦνται εἰς ἑκατὸν πεντήκοντα ἓξ χιλιάδας (ἀρ. 156,000) μετοχὰς εἰκοσαδραχμίους καὶ εἴκοσι ὀκτὼ χιλιάδας (ἀρ. 28,000) νέας μετοχὰς».	[645, 1121, 923, 1237]
classified-text: Ζητοῦνται ἐργάτριαι πεπειραμέναι διὰ τὸ ἐργοστάσιον γυναικείων πίλων τοῦ κ. Ν. Παναγοπούλου ὁδὸς Ἑρμοῦ ἀριθ. 102.	[645, 561, 923, 611]
divider	[353, 1766, 631, 1768]
article-paragraph: Τῆς ἀναγραφῆς γνωμοδοτήσεις τοῦ Νομ. Συμβουλίου... ἐνεργοῦ ἐγένετο ὅτι τοῦ ὑπουργείου τῶν Ἐσωτερικῶν πρὸς τὸν κ. Νομάρχην Ἀττικῆς κτλ. ἐπεσχέθη εἰς τὸν φαρμακοποιὸν κ. Γ. Ἀθηνόν ὁ φαρμακοποιὸς Φαρμακεμπορίων ἐν Πειραιεῖ.	[1228, 1157, 1507, 1274]
price-item-name: Λικὲρ διάφορα	[1233, 1847, 1343, 1863]
ad-text: Ὡρολόγια μὲ τιμὰς τῶν ἐργοστασίων ἐπισκεψάσθε πρωίας 8,50, 10,80, 11,50 12,50, 13 14 καὶ ἄνω, πρὸ τοῦ ὁποίου εἶνε ἀνέκαθεν τοῦ ξενικοῦ τοπογραφείου μέγα ὡρολογοπωλεῖον ΣΕΡΓΙΑΔΟΥ. Ἐγγύησις γραπτὴ ἐπὶ 5 ἔτη.	[645, 1732, 923, 1849]
headline: ΘΕΑΤΡΙΚΑ	[725, 479, 842, 506]
article-paragraph: Ἐπληροφορήθημεν ἐν τούτοις ὅτι ἡ ἐπιτροπὴ τοῦ γυμναστηρίου αὐθαιρέτως καὶ ἄνευ τινὸς δικαίας ἀφορμῆς ἀπέκλεισε τοῦ ἀγωνίσματος τῶν 12 χιλιομέτρων τὸν νέον Γαρ. Νάνον, καίτοι συνδρομητὴν ὄντα τοῦ Γυμναστηρίου, ἐπὶ τῷ λόγῳ ὅτι ἦτο ἐφημεριδοπώλης! Δὲν ἐγνωρίζομεν ὅτι μεταξὺ τῶν ἄλλων σκοπῶν τοῦ τὸ γυμναστήριον ἔχει καὶ ἀριστοκρατικὰς βλέψεις καὶ ἐνομίζομεν ὅτι ὁ ἔντιμος βιοπαλαιστὴς ἠδύνατο καὶ αὐτὸς νὰ διεκδικήσῃ τὸ γέρας εἰς πάντα καλὸν ἀγῶνα.	[61, 441, 340, 657]
article-paragraph: ΤΗΝ ΕΚΘΕΣΙΝ ἐπισκέπτονται καθ' ἑκάστην 200 χιλιάδες Ἀθηναίων. Τ' ἀγορασθέντα μέχρι τοῦδε ἐκ τῆς ἐκθέσεως αὐτῆς ἔργα ἀνέρχονται εἰς 5,000 μικρόβια τύφου.	[353, 1019, 631, 1102]
article-paragraph: Τὴν 4ην μ. μ. τῆς χθὲς συνεκροτήθη ἐν τῷ ὑπουργείῳ τῶν Ἐσωτερικῶν Ὑπουργικὸν Συμβούλιον, παρατάθὲν μέχρι τῆς 9ης ὥρας τῆς ἑσπέρας.	[937, 760, 1215, 826]
headline: ΤΟ ΧΘΕΣΙΝΟΝ	[997, 594, 1155, 621]
headline: ΣΥΛΛΗΨΕΙΣ ΧΡΙΣΤΙΑΝΩΝ	[1288, 844, 1448, 861]
ad-text: Ὡς ἐπίσης καὶ Λεμονάδας Γκαζῶζ παγωμένας μὲ τὸ νέον σύστημα, ἐξυπηρετούμεναι παρὰ τοῦ κ. Χρήστου Βαμβακᾶ, πρόθυμου καὶ εὐγενεστάτου ἐκ τῶν φίλων ἀντὶ μιᾶς δραχμῆς.	[1233, 1899, 1502, 1981]
divider	[437, 544, 548, 545]
subheadline: ΣΥΖΗΤΗΣΙΣ ΠΕΡΙ ΤΟΥ ΠΡΟΫΠΟΛΟΓΙΣΜΟΥ	[941, 1076, 1210, 1092]
article-paragraph: Ἐξήχθησαν τέσσαρα σώματα, πλεῖστα δὲ ὅτι ὑπάρχουν πολλὰ ἄλλα πρόσωπα ὑπὸ τὰ ἐρείπια.	[937, 1857, 1215, 1906]
letter-signature: Κυριάκος Κυριακόπουλος	[61, 1442, 274, 1460]
column-2	[353, 113, 631, 2173]
divider	[61, 205, 340, 207]
divider	[61, 882, 340, 883]
headline: ΔΙΑΤΡΙΒΗ	[439, 1775, 546, 1802]
headline: Ο ΙΤΑΛΙΚΟΣ ΣΤΡΑΤΟΣ ΕΝ ΚΡΗΤΗ	[1263, 734, 1473, 750]
divider	[937, 585, 1215, 587]
article-paragraph: Ἀπεφασίσθη ὅμως, ἵνα τὴν προσεχῆ Πέμπτην, Παρασκευὴν καὶ Σάββατον συνέλθωσιν ἐκ νέου οἱ κ. Ὑπουργοὶ καὶ περατώσωσι τὴν ἐπὶ τοῦ προϋπολογισμοῦ συζήτησιν καὶ ἀποφασίσωσι περὶ τῶν ἐπενεχθησομένων ἐν αὐτῷ μεταρρυθμίσεων, ἵνα οὕτω κατορθωθῇ νὰ ὑποβληθῇ καὶ οὗτος εὐθὺς ὡς συνέλθῃ ἡ Βουλή.	[937, 1309, 1215, 1477]
article-paragraph: ΠΑΡΙΣΙΟΙ (διὰ Κερκύρας), 3 Μαΐου.—Οἱ ἐν Διαρβεκὴρ πρόξενοι ἀναγγέλλουν ὅτι αἱ Τουρκικαὶ ἀρχαὶ συνέλαβον πολλοὺς Χριστιανοὺς Ἀρμενίους καὶ ἄλλας ξένους καὶ βιαιοπραγίας ἐπὶ τῇ προφάσει πρὸς αὐτοὺς ὅτι ἀνεκάλυψαν συνωμοσίας τὰς ὁποίας ὅμως οἱ πρόξενοι διαψεύδουσιν.	[1228, 865, 1507, 982]
divider	[437, 248, 548, 249]
calendar-date: ΤΡΙΤΗ, 4 Μαΐου.— Ἀνατ. ἡλ. ὥρ. 4 λ. 54—Δύσ. ὥρ. 6 λ. 59.	[61, 164, 340, 197]
article-paragraph: Τὸ ὑπουργεῖον τῶν Ἐξωτερικῶν ἀνεκοίνωσε χθὲς ὅτι τὸ ἐν Κωνσταντινουπόλει λαβὼν χώραν ἐπεισόδιον τοῦ καταβιβασμοῦ τῆς Ἑλληνικῆς σημαίας θεωρεῖ ἡ Κυβέρνησις ἁπλῶς ὡς ἄτοπον πρᾶξιν τῶν Τούρκων καίτοι δὲν προσέδιδε εἰς τοῦτο διπλωματικὴν σημασίαν.	[937, 288, 1215, 422]
news-item: — Ὁ ἐνταῦθα παρεπιδημῶν ὑπουργὸς τῆς συναδέλφου Κωνσταντίνου ἐγένετο χθὲς δεκτὸς εἰς ἀκρόασιν παρὰ τῷ Διαδόχῳ.	[645, 150, 923, 215]
ad-text: Τὸ Ἀεριουχοποτοπωλεῖον Δόντη	[1233, 1985, 1469, 2002]
headline: ΤΟ ΖΗΤΗΜΑ ΤΗΣ ΣΗΜΑΙΑΣ	[983, 204, 1168, 257]
article-paragraph: ΟΥΤΩ, ἐκτὸς τῆς καλλιτεχνικῆς ἐκθέσεως τοῦ Παρνασσοῦ, ἔχομεν καὶ τὴν καλλιτεχνικὴν ἔκθεσιν τῶν δρόμων. Καὶ αὐτὴ δὲ ὅπως καὶ ἡ τοῦ Παρνασσοῦ διαιρεῖται εἰς τμήματα: πηλοπλαστικῆς, ἀνθοπλαστικῆς καὶ πυρογραφικῆς.	[353, 636, 631, 736]
headline: ΤΩΝ ΣΙΔΗΡΟΔΡΟΜΩΝ Π. Α. Π.	[659, 661, 909, 681]
ad-headline: ΜΕΓΑ	[144, 1637, 257, 1681]
price-row	[1233, 1864, 1502, 1881]
divider	[437, 744, 548, 745]
article-paragraph: ΠΑΡΙΣΙΟΙ (διὰ Κερκύρας), 3 Μαΐου.— Τρομερὰ πυρκαϊὰ ἐξερράγη ἐν τῷ ἐργοστασίῳ τῶν Παρισίων, τὸ πῦρ μετεδόθη ταχέως εἰς τὰ παρακείμενα ἐργοστάσια.	[937, 1769, 1215, 1853]
headline: ΦΑΡΜΑΚΕΙΩΝ ΚΑΙ ΦΑΡΜΑΚΕΜΠΟΡΕΙΩΝ	[68, 924, 333, 940]
article-paragraph: ΤΑ ΘΑΥΜΑΣΙΑ αὐτὰ μυρωδικὰ χρησιμεύουν καὶ διὰ τὰς λιποθυμίας. Διὰ τῶν ἀρωμάτων αὐτῶν ὁ πάσχων συνέρχεται ἀμέσως.	[353, 432, 631, 498]
article-paragraph: ΤΩΝ ΜΥΡΩΝ αὐτῶν ἐγένετο μεγάλη κατανάλωσις. Πρέπει νὰ ἐξωθεῖσθαν περὶ τὰς χιλίας ὀκάδας σκουπιδιῶν τὰς ἡμέρας αὐτάς.	[353, 552, 631, 618]
article-paragraph: ΛΟΝΔΙΝΟΝ (διὰ Κερκύρας), 3 Μαΐου.— Ὁ Γενικὸς Διευθυντὴς τῶν Ταχυδρομείων τῆς Ἀγγλίας ἐδήλωσεν ἐν τῇ Βουλῇ τῶν Λόρδων ὅτι ἔσον οὕπω θὰ συστηθῇ ἐν τῇ Θεσσαλονίκῃ ἀγγλικὸν ταχυδρομεῖον.	[1228, 516, 1507, 599]
divider	[645, 1692, 923, 1694]
column-3	[645, 113, 923, 2173]
article-paragraph: Πολλοὶ ἐργάται ἐτραυματίσθησαν.	[950, 1911, 1208, 1927]
ad-title: ΑΕΡΙΟΥΧΟΠΟΤΟΠΩΛΕΙΟΝ	[1283, 1625, 1453, 1641]
price-item-value: » 10	[1474, 1831, 1502, 1846]
article-paragraph: Ἐκ τῆς ἀνακοινώσεως ταύτης εἶνε εὔκολον νὰ συμπεράνῃ τις ὅτι ἡ ἀπὸ μέρους τῆς τουρκικῆς Κυβερνήσεως ἐπανόρθωσις δὲν θεωρεῖται ἐπικειμένη, καὶ ὅτι διὰ τοῦ ἀκριβῶς τὸ σχεδίασμα τοῦ ἐπεισοδίου ἡ Κυβέρνησις θὰ ἐνεργήσῃ μὴ ἀποδίδουσα ἡμεῖς ἀνωτέρας σημασίας.	[937, 426, 1215, 576]
article-paragraph: δηροδρόμων ἔλαβε χώραν πλησίον τοῦ Ρίζιγκ. Μέχρι τοῦδε ἐξήχθησαν 4 πτώματα, πλεῖστα δὲ ἄλλα εὑρίσκονται ὑπὸ τὰ συντρίμματα τῶν βαγονίων. Πολυάριθμοι ἐργάται ἐτραυματίσθησαν αἱ δὲ ζημίαι ὑπολογίζονται εἰς 2 1/2 ἑκατομμύρια.	[1228, 114, 1507, 229]
headline: ΕΤΑΙΡΙΑ	[739, 628, 829, 654]
price-item-value: » 10	[1474, 1881, 1502, 1897]
divider	[645, 470, 923, 472]
divider	[437, 423, 548, 424]
ad-slogan: Ὅλοι εἰς τὸν ΔΟΝΤΗ	[1233, 2117, 1405, 2135]
letter-salutation: Κύριε Συντάκτα,	[353, 1807, 462, 1822]
column-divider	[929, 113, 930, 2173]
article-paragraph: ΧΑΝΙΑ (διὰ Κερκύρας) 3 Μαΐου.— Ἡ Κρητικὴ Κυβέρνησις προβὴ εἰς διαβήματα παρὰ τῇ ἐν Ρώμῃ κυβερνήσει ἵνα ὅσον πᾶσης παραταθῇ ἐν τῇ νήσῳ ἡ διαμονὴ τοῦ ἰταλικοῦ στρατοῦ.	[1228, 755, 1507, 837]
article-paragraph: Ἡ συζήτησις ἔληξε τὴν 9ην ὥραν, διαλυθέντος τοῦ Συμβουλίου.	[937, 1272, 1215, 1305]
divider	[437, 627, 548, 628]
divider	[937, 1671, 1215, 1672]
news-item: — Ἡ Καλλιτεχνικὴ Ἔκθεσις τοῦ Συλλόγου Παρνασσοῦ θὰ εἶνε ἀνοικτὴ σήμερον ἀπὸ ὥρας 9 1/2—12 τῆς πρωίας καὶ ὥρα 3—8 1/2 μ. μ.	[645, 220, 923, 286]
